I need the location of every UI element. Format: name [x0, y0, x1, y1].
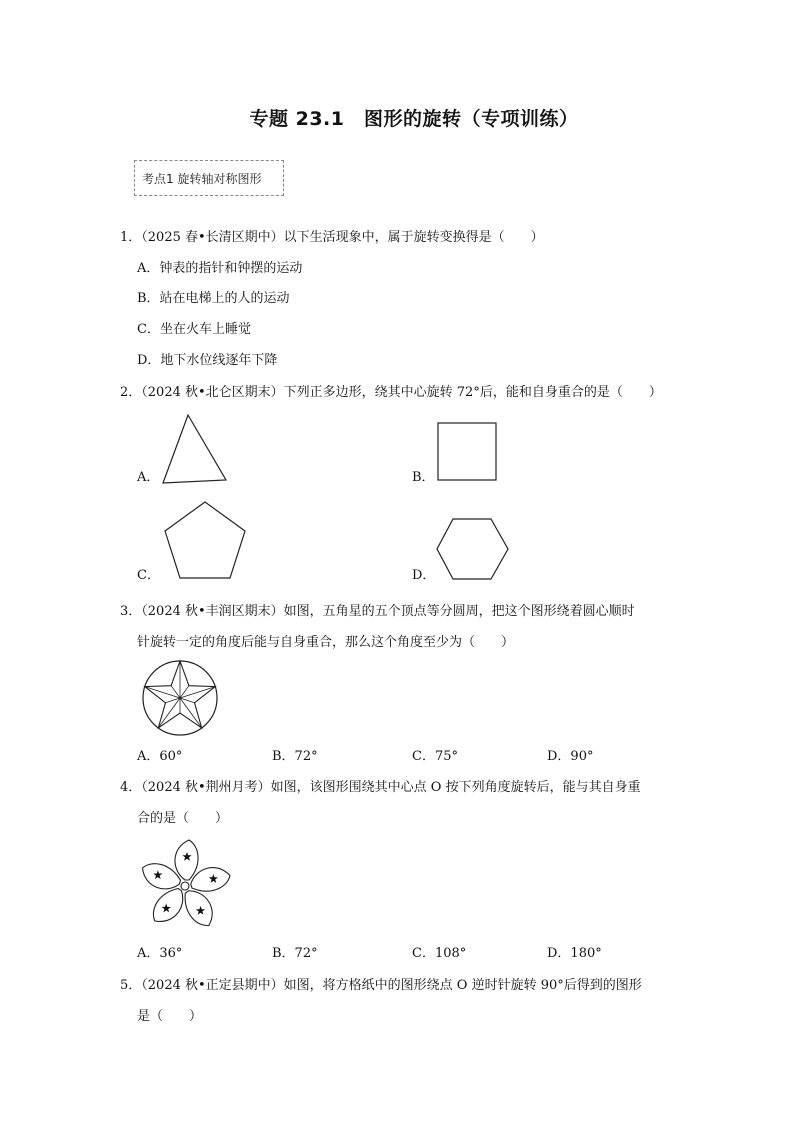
question-1-option-d[interactable]: D．地下水位线逐年下降	[137, 353, 278, 368]
question-3-option-b[interactable]: B．72°	[272, 749, 318, 764]
pentagon-figure	[160, 498, 250, 583]
question-2-option-c[interactable]: C．	[137, 568, 160, 583]
question-4-option-b[interactable]: B．72°	[272, 946, 318, 961]
question-1-option-b[interactable]: B．站在电梯上的人的运动	[137, 291, 290, 306]
section-label: 考点1 旋转轴对称图形	[134, 160, 284, 196]
question-4-stem-line-1: 4．（2024 秋•荆州月考）如图，该图形围绕其中心点 O 按下列角度旋转后，能与其自身重	[120, 780, 641, 795]
question-1-option-c[interactable]: C．坐在火车上睡觉	[137, 322, 251, 337]
question-2-option-d[interactable]: D．	[412, 568, 436, 583]
question-3-option-a[interactable]: A．60°	[137, 749, 183, 764]
question-3-stem-line-1: 3．（2024 秋•丰润区期末）如图，五角星的五个顶点等分圆周，把这个图形绕着圆心顺时	[120, 604, 635, 619]
question-1-stem: 1．（2025 春•长清区期中）以下生活现象中，属于旋转变换得是（ ）	[120, 230, 544, 245]
question-4-option-c[interactable]: C．108°	[412, 946, 467, 961]
five-pointed-star-figure	[140, 658, 220, 738]
question-1-option-a[interactable]: A．钟表的指针和钟摆的运动	[137, 261, 303, 276]
question-2-option-a[interactable]: A．	[137, 470, 160, 485]
question-3-option-d[interactable]: D．90°	[547, 749, 594, 764]
question-4-option-a[interactable]: A．36°	[137, 946, 183, 961]
question-5-stem-line-1: 5．（2024 秋•正定县期中）如图，将方格纸中的图形绕点 O 逆时针旋转 90°后得到的图形	[120, 978, 642, 993]
question-3-option-c[interactable]: C．75°	[412, 749, 458, 764]
question-4-option-d[interactable]: D．180°	[547, 946, 602, 961]
question-5-stem-line-2: 是（ ）	[137, 1009, 203, 1024]
square-figure	[436, 420, 500, 484]
question-2-stem: 2．（2024 秋•北仑区期末）下列正多边形，绕其中心旋转 72°后，能和自身重合的是（ ）	[120, 385, 662, 400]
flower-figure	[138, 836, 233, 931]
triangle-figure	[160, 410, 230, 485]
question-3-stem-line-2: 针旋转一定的角度后能与自身重合，那么这个角度至少为（ ）	[137, 635, 515, 650]
page-title: 专题 23.1 图形的旋转（专项训练）	[249, 108, 579, 130]
hexagon-figure	[435, 515, 511, 583]
question-4-stem-line-2: 合的是（ ）	[137, 811, 229, 826]
question-2-option-b[interactable]: B．	[412, 470, 435, 485]
